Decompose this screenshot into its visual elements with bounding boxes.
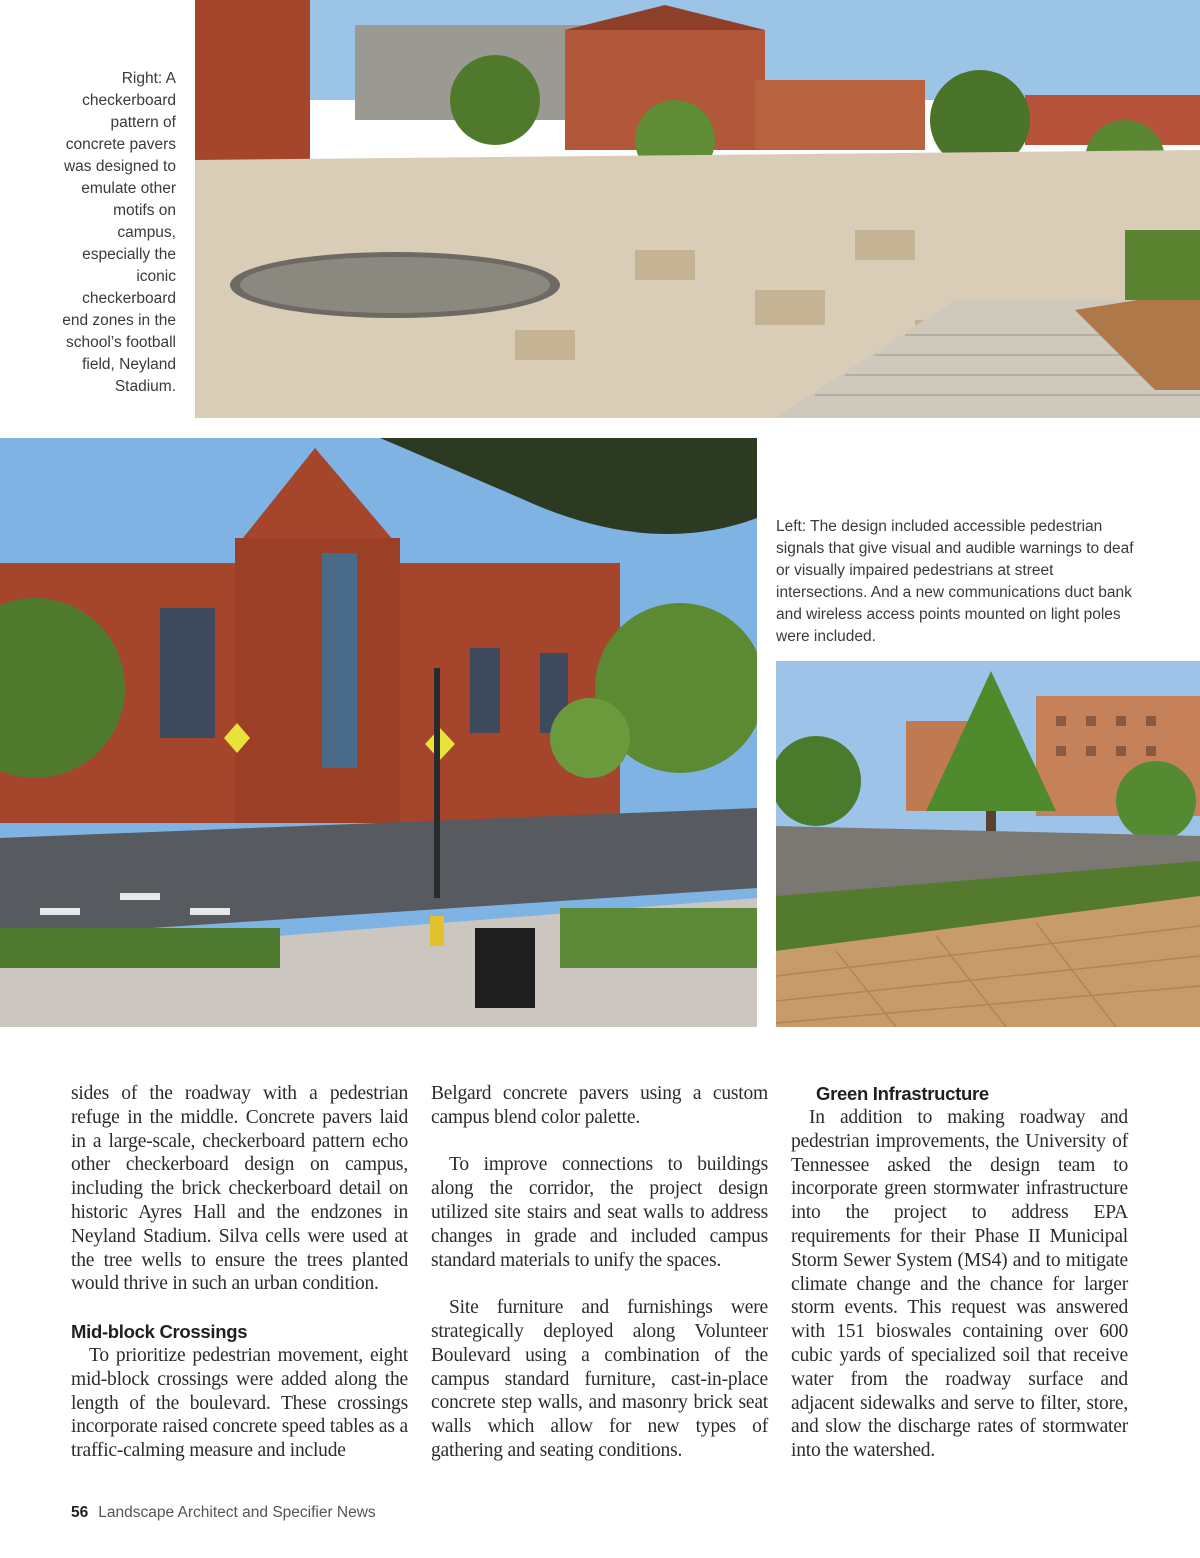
section-heading-green-infrastructure: Green Infrastructure (816, 1083, 989, 1104)
page-number: 56 (71, 1504, 89, 1521)
crosswalk-photo (0, 438, 757, 1027)
body-paragraph: To prioritize pedestrian movement, eight mid-block crossings were added along the length of the boulevard. These crossings incorporate raised concrete speed tables as a traffic-calming measure and include (71, 1344, 408, 1462)
publication-name: Landscape Architect and Specifier News (98, 1504, 376, 1521)
photo-caption-left: Left: The design included accessible pedestrian signals that give visual and audible warnings to deaf or visually impaired pedestrians at street intersections. And a new communications duct bank and wireless access points mounted on light poles were included. (776, 518, 1134, 645)
body-paragraph: sides of the roadway with a pedestrian refuge in the middle. Concrete pavers laid in a large-scale, checkerboard pattern echo other checkerboard design on campus, including the brick checkerboard detail on historic Ayres Hall and the endzones in Neyland Stadium. Silva cells were used at the tree wells to ensure the trees planted would thrive in such an urban condition. (71, 1083, 408, 1295)
body-paragraph: Site furniture and furnishings were strategically deployed along Volunteer Boulevard using a combination of the campus standard furniture, cast-in-place concrete step walls, and masonry brick seat walls which allow for new types of gathering and seating conditions. (431, 1297, 768, 1461)
body-paragraph: In addition to making roadway and pedestrian improvements, the University of Tennessee asked the design team to incorporate green stormwater infrastructure into the project to address EPA requirements for their Phase II Municipal Storm Sewer System (MS4) and to mitigate climate change and the chance for larger storm events. This request was answered with 151 bioswales containing over 600 cubic yards of specialized soil that receive water from the roadway surface and adjacent sidewalks and serve to filter, store, and slow the discharge rates of stormwater into the watershed. (791, 1107, 1128, 1462)
plaza-photo (195, 0, 1200, 418)
page-footer (71, 1504, 376, 1522)
body-paragraph: To improve connections to buildings along the corridor, the project design utilized site stairs and seat walls to address changes in grade and included campus standard materials to unify the spaces. (431, 1154, 768, 1271)
article-column-1 (71, 1082, 408, 1463)
body-paragraph: Belgard concrete pavers using a custom campus blend color palette. (431, 1083, 768, 1128)
section-heading-mid-block-crossings: Mid-block Crossings (71, 1320, 248, 1342)
bioswale-photo (776, 661, 1200, 1027)
article-column-2 (431, 1082, 768, 1463)
photo-caption-right: Right: A checkerboard pattern of concrete pavers was designed to emulate other motifs on campus, especially the iconic checkerboard end zones in the school’s football field, Neyland Stadium. (62, 70, 176, 395)
article-column-3 (791, 1082, 1128, 1463)
